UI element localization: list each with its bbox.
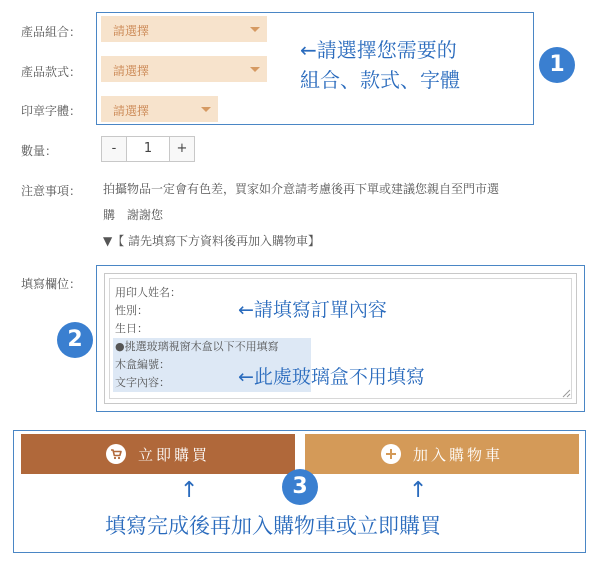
font-select[interactable]	[101, 96, 218, 122]
qty-minus-button[interactable]: -	[101, 136, 127, 162]
combo-select[interactable]	[101, 16, 267, 42]
combo-label: 產品組合：	[21, 25, 82, 39]
textarea-line: 生日：	[115, 322, 148, 335]
add-to-cart-label: 加入購物車	[412, 445, 503, 464]
step1-badge: 1	[539, 47, 575, 83]
notes-line: ▼【 請先填寫下方資料後再加入購物車】	[103, 234, 321, 248]
buy-now-label: 立即購買	[137, 445, 210, 464]
style-label: 產品款式：	[21, 65, 82, 79]
qty-input[interactable]: 1	[126, 136, 170, 162]
step3-annotation: 填寫完成後再加入購物車或立即購買	[105, 514, 441, 538]
add-to-cart-button[interactable]	[305, 434, 579, 474]
textarea-line-highlighted: ●挑選玻璃視窗木盒以下不用填寫	[113, 338, 311, 356]
buy-now-button[interactable]	[21, 434, 295, 474]
step3-arrow-right: ↑	[409, 478, 428, 503]
resize-handle-icon[interactable]	[562, 389, 571, 398]
qty-label: 數量：	[21, 144, 58, 158]
shopping-cart-icon	[106, 444, 126, 464]
notes-line: 拍攝物品一定會有色差，買家如介意請考慮後再下單或建議您親自至門市選	[103, 182, 500, 196]
textarea-line: 性別：	[115, 304, 148, 317]
textarea-line: 用印人姓名：	[115, 286, 181, 299]
fill-label: 填寫欄位：	[21, 277, 82, 291]
style-select-value: 請選擇	[113, 64, 150, 78]
plus-circle-icon	[381, 444, 401, 464]
qty-plus-button[interactable]: +	[169, 136, 195, 162]
step2-annotation-a: ←請填寫訂單內容	[238, 299, 387, 321]
combo-select-value: 請選擇	[113, 24, 150, 38]
style-select[interactable]	[101, 56, 267, 82]
notes-line: 購 謝謝您	[103, 208, 164, 222]
step3-arrow-left: ↑	[180, 478, 199, 503]
step1-annotation-line2: 組合、款式、字體	[300, 68, 460, 92]
step2-annotation-b: ←此處玻璃盒不用填寫	[238, 366, 425, 388]
notes-label: 注意事項：	[21, 184, 82, 198]
chevron-down-icon	[250, 27, 260, 32]
step1-annotation-line1: ←請選擇您需要的	[300, 38, 457, 62]
font-select-value: 請選擇	[113, 104, 150, 118]
chevron-down-icon	[250, 67, 260, 72]
font-label: 印章字體：	[21, 104, 82, 118]
textarea-line-highlighted: 文字內容：	[113, 374, 311, 392]
chevron-down-icon	[201, 107, 211, 112]
textarea-line-highlighted: 木盒編號：	[113, 356, 311, 374]
step3-badge: 3	[282, 469, 318, 505]
notes-text	[103, 176, 583, 254]
step2-badge: 2	[57, 322, 93, 358]
